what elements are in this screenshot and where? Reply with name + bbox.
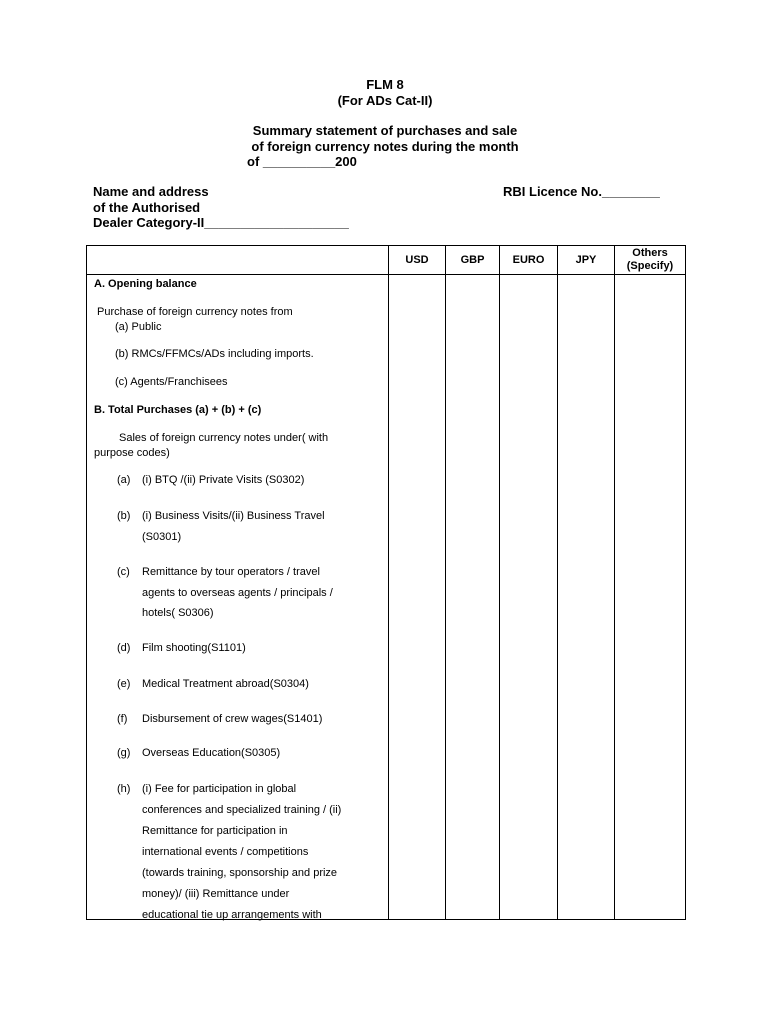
purchase-item-a: (a) Public [115, 321, 162, 333]
sales-item-a-text: (i) BTQ /(ii) Private Visits (S0302) [142, 474, 305, 486]
sales-item-f-text: Disbursement of crew wages(S1401) [142, 713, 323, 725]
sales-item-h-text-7: educational tie up arrangements with [142, 909, 322, 921]
others-value-cell[interactable] [615, 275, 686, 920]
table-body-row [87, 275, 686, 920]
description-cell [87, 275, 389, 920]
sales-intro-line-2: purpose codes) [94, 447, 170, 459]
sales-item-a-label: (a) [117, 474, 131, 486]
dealer-name-label-1: Name and address [93, 184, 209, 199]
form-category: (For ADs Cat-II) [337, 93, 433, 108]
jpy-value-cell[interactable] [558, 275, 615, 920]
column-header-usd: USD [389, 246, 446, 275]
sales-item-h-text-4: international events / competitions [142, 846, 309, 858]
form-subtitle-line-3: of __________200 [247, 154, 357, 169]
gbp-value-cell[interactable] [446, 275, 500, 920]
sales-item-h-text-5: (towards training, sponsorship and prize [142, 867, 338, 879]
opening-balance-label: A. Opening balance [94, 278, 197, 290]
sales-item-f-label: (f) [117, 713, 128, 725]
sales-item-h-text-1: (i) Fee for participation in global [142, 783, 297, 795]
total-purchases-label: B. Total Purchases (a) + (b) + (c) [94, 404, 262, 416]
column-header-jpy: JPY [558, 246, 615, 275]
form-number: FLM 8 [366, 77, 404, 92]
purchase-item-c: (c) Agents/Franchisees [115, 376, 228, 388]
sales-item-c-text-3: hotels( S0306) [142, 607, 214, 619]
usd-value-cell[interactable] [389, 275, 446, 920]
form-subtitle-line-2: of foreign currency notes during the month [251, 139, 519, 154]
sales-item-h-label: (h) [117, 783, 131, 795]
sales-item-h-text-3: Remittance for participation in [142, 825, 288, 837]
column-header-euro: EURO [500, 246, 558, 275]
purchase-item-b: (b) RMCs/FFMCs/ADs including imports. [115, 348, 314, 360]
table-header-row [87, 246, 686, 275]
sales-item-c-text-1: Remittance by tour operators / travel [142, 566, 320, 578]
column-header-others: Others (Specify) [615, 246, 686, 275]
sales-item-h-text-2: conferences and specialized training / (ii) [142, 804, 342, 816]
sales-item-g-text: Overseas Education(S0305) [142, 747, 281, 759]
euro-value-cell[interactable] [500, 275, 558, 920]
sales-item-e-text: Medical Treatment abroad(S0304) [142, 678, 309, 690]
header-description-cell [87, 246, 389, 275]
dealer-name-label-2: of the Authorised [93, 200, 201, 215]
column-header-gbp: GBP [446, 246, 500, 275]
sales-item-b-text-1: (i) Business Visits/(ii) Business Travel [142, 510, 325, 522]
sales-item-b-label: (b) [117, 510, 131, 522]
dealer-name-label-3: Dealer Category-II____________________ [93, 215, 349, 230]
purchase-intro-text: Purchase of foreign currency notes from [97, 306, 293, 318]
sales-item-g-label: (g) [117, 747, 131, 759]
form-subtitle-line-1: Summary statement of purchases and sale [252, 123, 518, 138]
sales-item-e-label: (e) [117, 678, 131, 690]
sales-item-d-text: Film shooting(S1101) [142, 642, 246, 654]
sales-intro-line-1: Sales of foreign currency notes under( with [119, 432, 329, 444]
sales-item-c-label: (c) [117, 566, 130, 578]
sales-item-h-text-6: money)/ (iii) Remittance under [142, 888, 290, 900]
currency-summary-table [86, 245, 686, 920]
sales-item-b-text-2: (S0301) [142, 531, 182, 543]
sales-item-c-text-2: agents to overseas agents / principals / [142, 587, 333, 599]
rbi-licence-label: RBI Licence No.________ [503, 184, 660, 199]
sales-item-d-label: (d) [117, 642, 131, 654]
